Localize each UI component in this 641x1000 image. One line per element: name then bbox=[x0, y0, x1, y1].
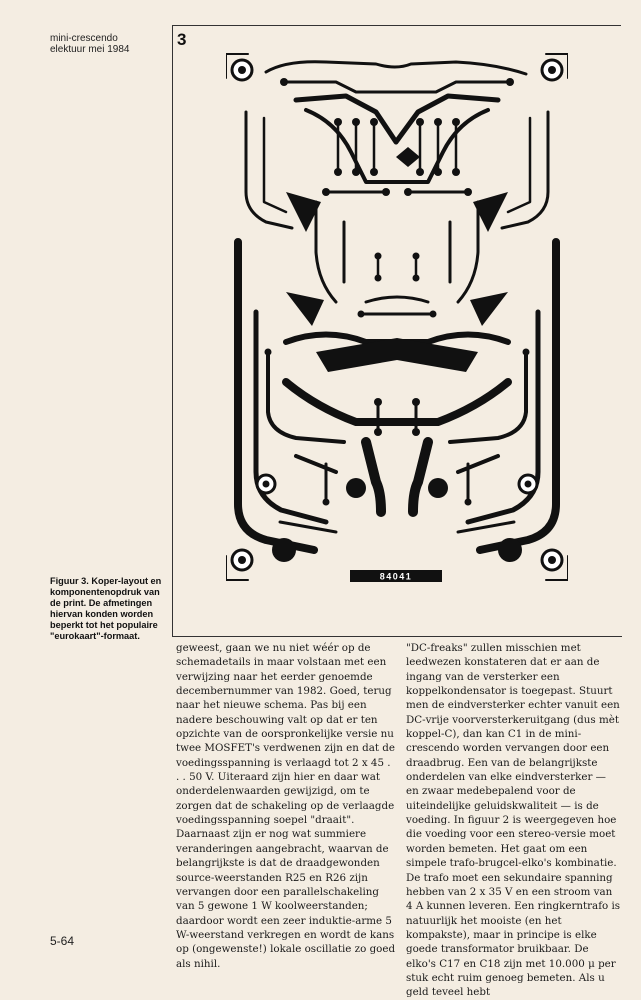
figure-number: 3 bbox=[177, 30, 187, 49]
pcb-layout-figure bbox=[226, 52, 568, 582]
article-paragraph: "DC-freaks" zullen misschien met leedwezen konstateren dat er aan de ingang van de versterker een koppelkondensator is toegepast. Stuurt men de eindversterker echter vanuit een DC-vrije voorversterkeruitgang (dus mèt koppel-C), dan kan C1 in de mini-crescendo worden vervangen door een draadbrug. Een van de belangrijkste onderdelen van elke eindversterker — en zwaar medebepalend voor de uiteindelijke geluidskwaliteit — is de voeding. In figuur 2 is weergegeven hoe die voeding voor een stereo-versie moet worden bemeten. Het gaat om een simpele trafo-brugcel-elko's kombinatie. De trafo moet een sekundaire spanning hebben van 2 x 35 V en een stroom van 4 A kunnen leveren. Een ringkerntrafo is natuurlijk het mooiste (en het kompakste), maar in principe is elke goede transformator bruikbaar. De elko's C17 en C18 zijn met 10.000 μ per stuk echt ruim genoeg bemeten. Als u geld teveel hebt bbox=[406, 642, 621, 999]
article-column-left bbox=[176, 641, 396, 971]
figure-caption: Figuur 3. Koper-layout en komponentenopdruk van de print. De afmetingen hiervan konden worden beperkt tot het populaire "eurokaart"-formaat. bbox=[50, 576, 162, 641]
article-column-right bbox=[406, 641, 621, 1000]
header-magazine-title: mini-crescendo bbox=[50, 33, 118, 44]
article-paragraph: geweest, gaan we nu niet wéér op de schemadetails in maar volstaan met een verwijzing naar het eerder genoemde decembernummer van 1982. Goed, terug naar het nieuwe schema. Pas bij een nadere beschouwing valt op dat er ten opzichte van de oorspronkelijke versie nu twee MOSFET's verdwenen zijn en dat de voedingsspanning is verlaagd tot 2 x 45 . . . 50 V. Uiteraard zijn hier en daar wat onderdelenwaarden gewijzigd, om te zorgen dat de schakeling op de verlaagde voedingsspanning soepel "draait". Daarnaast zijn er nog wat summiere veranderingen aangebracht, waarvan de belangrijkste is dat de draadgewonden source-weerstanden R25 en R26 zijn vervangen door een parallelschakeling van 5 gewone 1 W koolweerstanden; daardoor wordt een zeer induktie-arme 5 W-weerstand verkregen en wordt de kans op (ongewenste!) lokale oscillatie zo goed als nihil. bbox=[176, 642, 396, 970]
pcb-label: 84041 bbox=[379, 571, 413, 582]
figure-frame-left-rule bbox=[172, 25, 173, 637]
page-number: 5-64 bbox=[50, 934, 75, 948]
figure-frame-top-rule bbox=[173, 25, 621, 26]
page-header bbox=[50, 33, 130, 55]
header-issue: elektuur mei 1984 bbox=[50, 44, 130, 55]
text-separator-rule bbox=[172, 636, 622, 637]
